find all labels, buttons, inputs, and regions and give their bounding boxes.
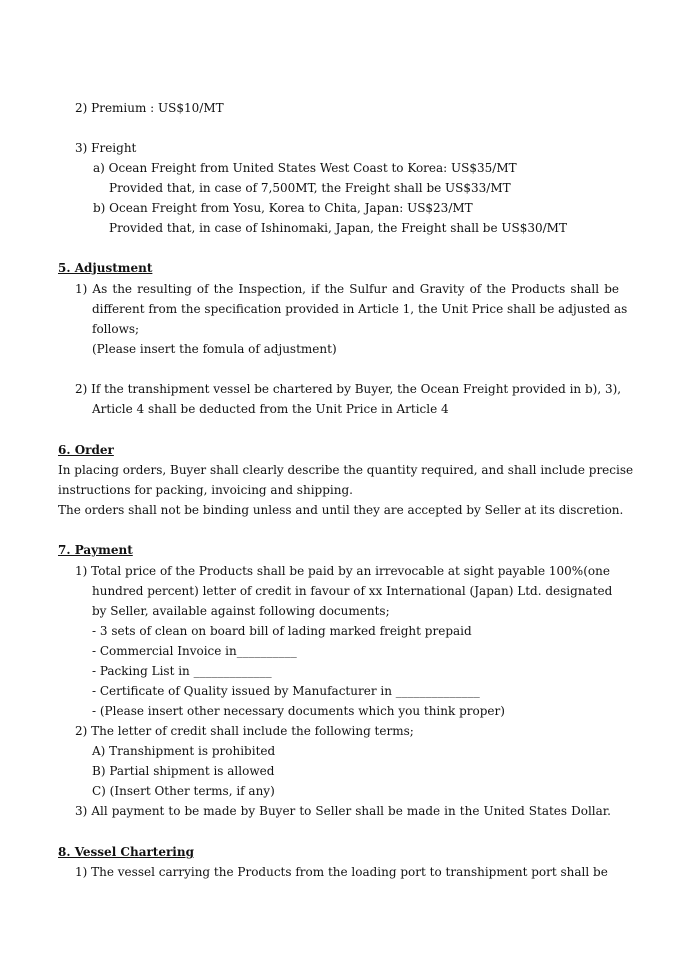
term-other: C) (Insert Other terms, if any) xyxy=(92,784,275,798)
section-5-item-1-line-4: (Please insert the fomula of adjustment) xyxy=(92,342,337,356)
freight-a-note: Provided that, in case of 7,500MT, the Freight shall be US$33/MT xyxy=(109,181,511,195)
section-7-item-1-line-2: hundred percent) letter of credit in favour of xx International (Japan) Ltd. designated xyxy=(92,584,613,598)
document-item-other: - (Please insert other necessary documents which you think proper) xyxy=(92,704,505,718)
section-8-heading: 8. Vessel Chartering xyxy=(58,845,194,859)
premium-line: 2) Premium : US$10/MT xyxy=(75,101,224,115)
section-5-heading: 5. Adjustment xyxy=(58,261,153,275)
section-7-heading: 7. Payment xyxy=(58,543,133,557)
section-6-line-1: In placing orders, Buyer shall clearly describe the quantity required, and shall include precise xyxy=(58,463,634,477)
section-6-line-3: The orders shall not be binding unless and until they are accepted by Seller at its discretion. xyxy=(58,503,624,517)
document-item-commercial-invoice: - Commercial Invoice in__________ xyxy=(92,644,297,658)
freight-b: b) Ocean Freight from Yosu, Korea to Chita, Japan: US$23/MT xyxy=(93,201,473,215)
section-5-item-1-line-3: follows; xyxy=(92,322,140,336)
section-7-item-1-line-3: by Seller, available against following documents; xyxy=(92,604,390,618)
section-5-item-2-line-2: Article 4 shall be deducted from the Unit Price in Article 4 xyxy=(92,402,449,416)
freight-a: a) Ocean Freight from United States West Coast to Korea: US$35/MT xyxy=(93,161,517,175)
document-item-bill-of-lading: - 3 sets of clean on board bill of lading marked freight prepaid xyxy=(92,624,472,638)
freight-title: 3) Freight xyxy=(75,141,137,155)
section-6-line-2: instructions for packing, invoicing and shipping. xyxy=(58,483,353,497)
section-5-item-2-line-1: 2) If the transhipment vessel be chartered by Buyer, the Ocean Freight provided in b), 3), xyxy=(75,382,622,396)
term-transhipment: A) Transhipment is prohibited xyxy=(92,744,276,758)
section-5-item-1-line-1: 1) As the resulting of the Inspection, if the Sulfur and Gravity of the Products shall be xyxy=(75,282,619,296)
freight-b-note: Provided that, in case of Ishinomaki, Japan, the Freight shall be US$30/MT xyxy=(109,221,567,235)
section-8-item-1-line-1: 1) The vessel carrying the Products from the loading port to transhipment port shall be xyxy=(75,865,608,879)
document-item-certificate-of-quality: - Certificate of Quality issued by Manufacturer in ______________ xyxy=(92,684,480,698)
document-item-packing-list: - Packing List in _____________ xyxy=(92,664,272,678)
section-5-item-1-line-2: different from the specification provided in Article 1, the Unit Price shall be adjusted as xyxy=(92,302,628,316)
term-partial-shipment: B) Partial shipment is allowed xyxy=(92,764,275,778)
section-7-item-3: 3) All payment to be made by Buyer to Seller shall be made in the United States Dollar. xyxy=(75,804,611,818)
section-6-heading: 6. Order xyxy=(58,443,114,457)
section-7-item-1-line-1: 1) Total price of the Products shall be paid by an irrevocable at sight payable 100%(one xyxy=(75,564,610,578)
section-7-item-2: 2) The letter of credit shall include the following terms; xyxy=(75,724,414,738)
